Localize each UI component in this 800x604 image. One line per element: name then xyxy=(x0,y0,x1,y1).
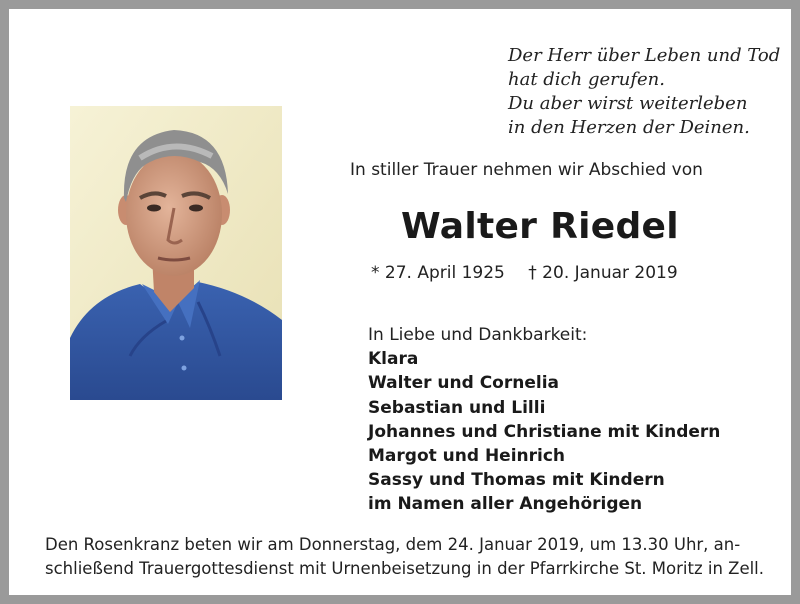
mourner-name: Sebastian und Lilli xyxy=(368,397,546,418)
dedication-text: In Liebe und Dankbarkeit: xyxy=(368,325,588,345)
service-notice-line: schließend Trauergottesdienst mit Urnenbeisetzung in der Pfarrkirche St. Moritz in Zell. xyxy=(45,559,765,578)
mourner-name: Klara xyxy=(368,349,419,370)
mourners-block xyxy=(368,323,720,517)
life-dates xyxy=(371,263,678,283)
deceased-name: Walter Riedel xyxy=(401,206,679,247)
birth-date: * 27. April 1925 xyxy=(371,263,505,283)
service-notice-line: Den Rosenkranz beten wir am Donnerstag, dem 24. Januar 2019, um 13.30 Uhr, an- xyxy=(45,535,741,554)
poem-line: Du aber wirst weiterleben xyxy=(508,93,748,114)
mourner-name: Sassy und Thomas mit Kindern xyxy=(368,470,665,491)
death-date: † 20. Januar 2019 xyxy=(528,263,678,283)
poem xyxy=(508,44,780,140)
mourner-name: im Namen aller Angehörigen xyxy=(368,494,643,515)
mourner-name: Margot und Heinrich xyxy=(368,446,566,467)
poem-line: hat dich gerufen. xyxy=(508,69,665,90)
obituary-content xyxy=(18,18,782,586)
mourner-name: Johannes und Christiane mit Kindern xyxy=(368,421,721,442)
portrait-photo xyxy=(70,106,282,400)
mourner-name: Walter und Cornelia xyxy=(368,373,559,394)
intro-text: In stiller Trauer nehmen wir Abschied von xyxy=(350,160,703,180)
poem-line: Der Herr über Leben und Tod xyxy=(508,45,781,66)
poem-line: in den Herzen der Deinen. xyxy=(508,117,750,138)
service-notice xyxy=(45,533,765,581)
